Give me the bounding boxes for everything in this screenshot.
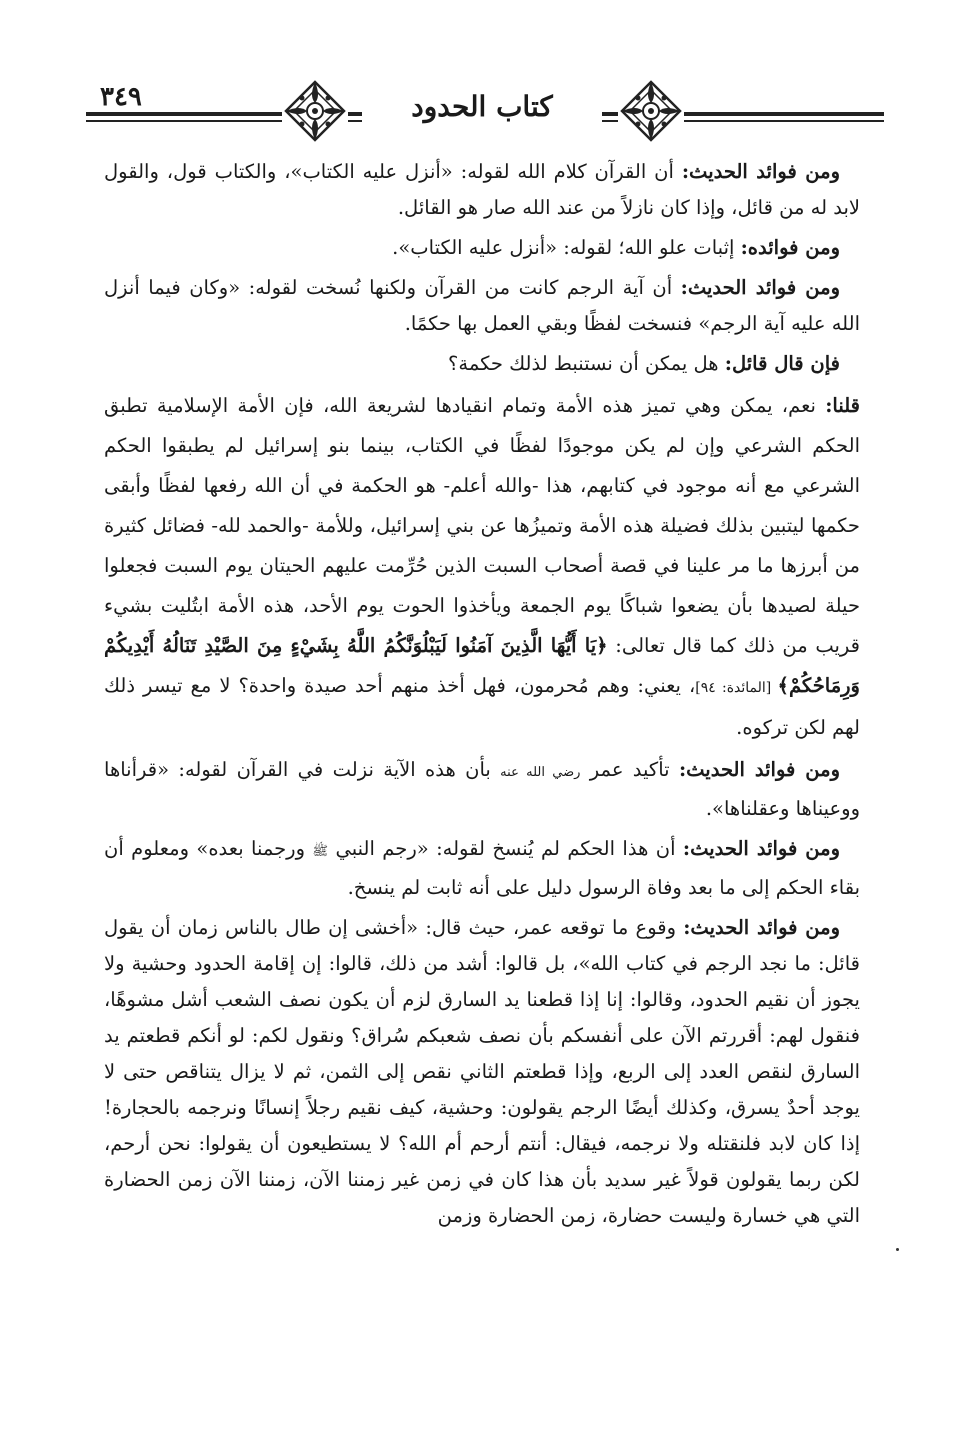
- floral-ornament-icon: [618, 78, 684, 144]
- honorific: رضي الله عنه: [500, 765, 581, 780]
- paragraph-text: نعم، يمكن وهي تميز هذه الأمة وتمام انقيادها لشريعة الله، فإن الأمة الإسلامية تطبق الحكم الشرعي وإن لم يكن موجودًا لفظًا في الكتاب، بينما بنو إسرائيل لم يطبقوا الحكم الشرعي مع أنه موجود في كتابهم، هذا -والله أعلم- هو الحكمة في أن الله رفعها لفظًا وأبقى حكمها ليتبين بذلك فضيلة هذه الأمة وتميزُها عن بني إسرائيل، وللأمة -والحمد لله- فضائل كثيرة من أبرزها ما مر علينا في قصة أصحاب السبت الذين حُرِّمت عليهم الحيتان يوم السبت فجعلوا حيلة لصيدها بأن يضعوا شباكًا يوم الجمعة ويأخذوا الحوت يوم الأحد، هذه الأمة ابتُليت بشيء قريب من ذلك كما قال تعالى:: [104, 394, 860, 657]
- paragraph-text: ، يعني: وهم مُحرمون، فهل أخذ منهم أحد صيدة واحدة؟ لا مع تيسر ذلك لهم لكن تركوه.: [104, 674, 860, 739]
- paragraph-text: هل يمكن أن نستنبط لذلك حكمة؟: [448, 352, 725, 375]
- floral-ornament-icon: [282, 78, 348, 144]
- chapter-title: كتاب الحدود: [362, 90, 602, 124]
- paragraph: [104, 910, 860, 1234]
- paragraph-lead: ومن فوائد الحديث:: [678, 758, 840, 781]
- paragraph-lead: ومن فوائد الحديث:: [681, 160, 841, 183]
- paragraph-text: إثبات علو الله؛ لقوله: «أنزل عليه الكتاب».: [392, 236, 741, 259]
- paragraph: [104, 386, 860, 748]
- verse-reference: [المائدة: ٩٤]: [695, 680, 778, 696]
- paragraph: [104, 831, 860, 906]
- paragraph-lead: فإن قال قائل:: [724, 352, 840, 375]
- paragraph-text: أن القرآن كلام الله لقوله: «أنزل عليه الكتاب»، والكتاب قول، والقول لابد له من قائل، وإذا كان نازلاً من عند الله صار هو القائل.: [104, 160, 860, 219]
- paragraph-text: ورجمنا بعده» ومعلوم أن بقاء الحكم إلى ما بعد وفاة الرسول دليل على أنه ثابت لم ينسخ.: [104, 837, 860, 899]
- paragraph-text: أن هذا الحكم لم يُنسخ لقوله: «رجم النبي: [328, 837, 683, 860]
- paragraph-text: أن آية الرجم كانت من القرآن ولكنها نُسخت لقوله: «وكان فيما أنزل الله عليه آية الرجم» فنسخت لفظًا وبقي العمل بها حكمًا.: [104, 276, 860, 335]
- paragraph: [104, 154, 860, 226]
- quran-verse: ﴿يَا أَيُّهَا الَّذِينَ آمَنُوا لَيَبْلُوَنَّكُمُ اللَّهُ بِشَيْءٍ مِنَ الصَّيْدِ تَنَالُهُ أَيْدِيكُمْ وَرِمَاحُكُمْ﴾: [104, 634, 860, 697]
- paragraph: [104, 230, 860, 266]
- honorific: ﷺ: [312, 844, 329, 859]
- paragraph-lead: قلنا:: [825, 394, 860, 417]
- paragraph: [104, 752, 860, 827]
- body-text: [104, 154, 860, 1238]
- margin-mark: [896, 1248, 899, 1251]
- paragraph-text: وقوع ما توقعه عمر، حيث قال: «أخشى إن طال بالناس زمان أن يقول قائل: ما نجد الرجم في كتاب الله»، بل قالوا: أشد من ذلك، قالوا: إن إقامة الحدود وحشية ولا يجوز أن نقيم الحدود، وقالوا: إنا إذا قطعنا يد السارق لزم أن يكون نصف الشعب أشل مشوهًا، فنقول لهم: أقررتم الآن على أنفسكم بأن نصف شعبكم سُراق؟ ونقول لكم: لو أنكم قطعتم يد السارق لنقص العدد إلى الربع، وإذا قطعتم الثاني نقص إلى الثمن، ثم لا يزال يتناقص حتى لا يوجد أحدٌ يسرق، وكذلك أيضًا الرجم يقولون: وحشية، كيف نقيم رجلاً إنسانًا ونرجمه بالحجارة! إذا كان لابد فلنقتله ولا نرجمه، فيقال: أنتم أرحم أم الله؟ لا يستطيعون أن يقولوا: نحن أرحم، لكن ربما يقولون قولاً غير سديد بأن هذا كان في زمن غير زمننا الآن، زمننا الآن زمن الحضارة التي هي خسارة وليست حضارة، زمن الحضارة وزمن: [104, 916, 860, 1227]
- paragraph: [104, 270, 860, 342]
- paragraph-lead: ومن فوائده:: [740, 236, 840, 259]
- paragraph-lead: ومن فوائد الحديث:: [680, 276, 840, 299]
- paragraph-lead: ومن فوائد الحديث:: [682, 837, 841, 860]
- paragraph: [104, 346, 860, 382]
- paragraph-text: بأن هذه الآية نزلت في القرآن لقوله: «قرأناها ووعيناها وعقلناها».: [104, 758, 860, 820]
- paragraph-text: تأكيد عمر: [580, 758, 679, 781]
- page-number: ٣٤٩: [92, 82, 150, 112]
- paragraph-lead: ومن فوائد الحديث:: [683, 916, 840, 939]
- running-header: [86, 72, 884, 144]
